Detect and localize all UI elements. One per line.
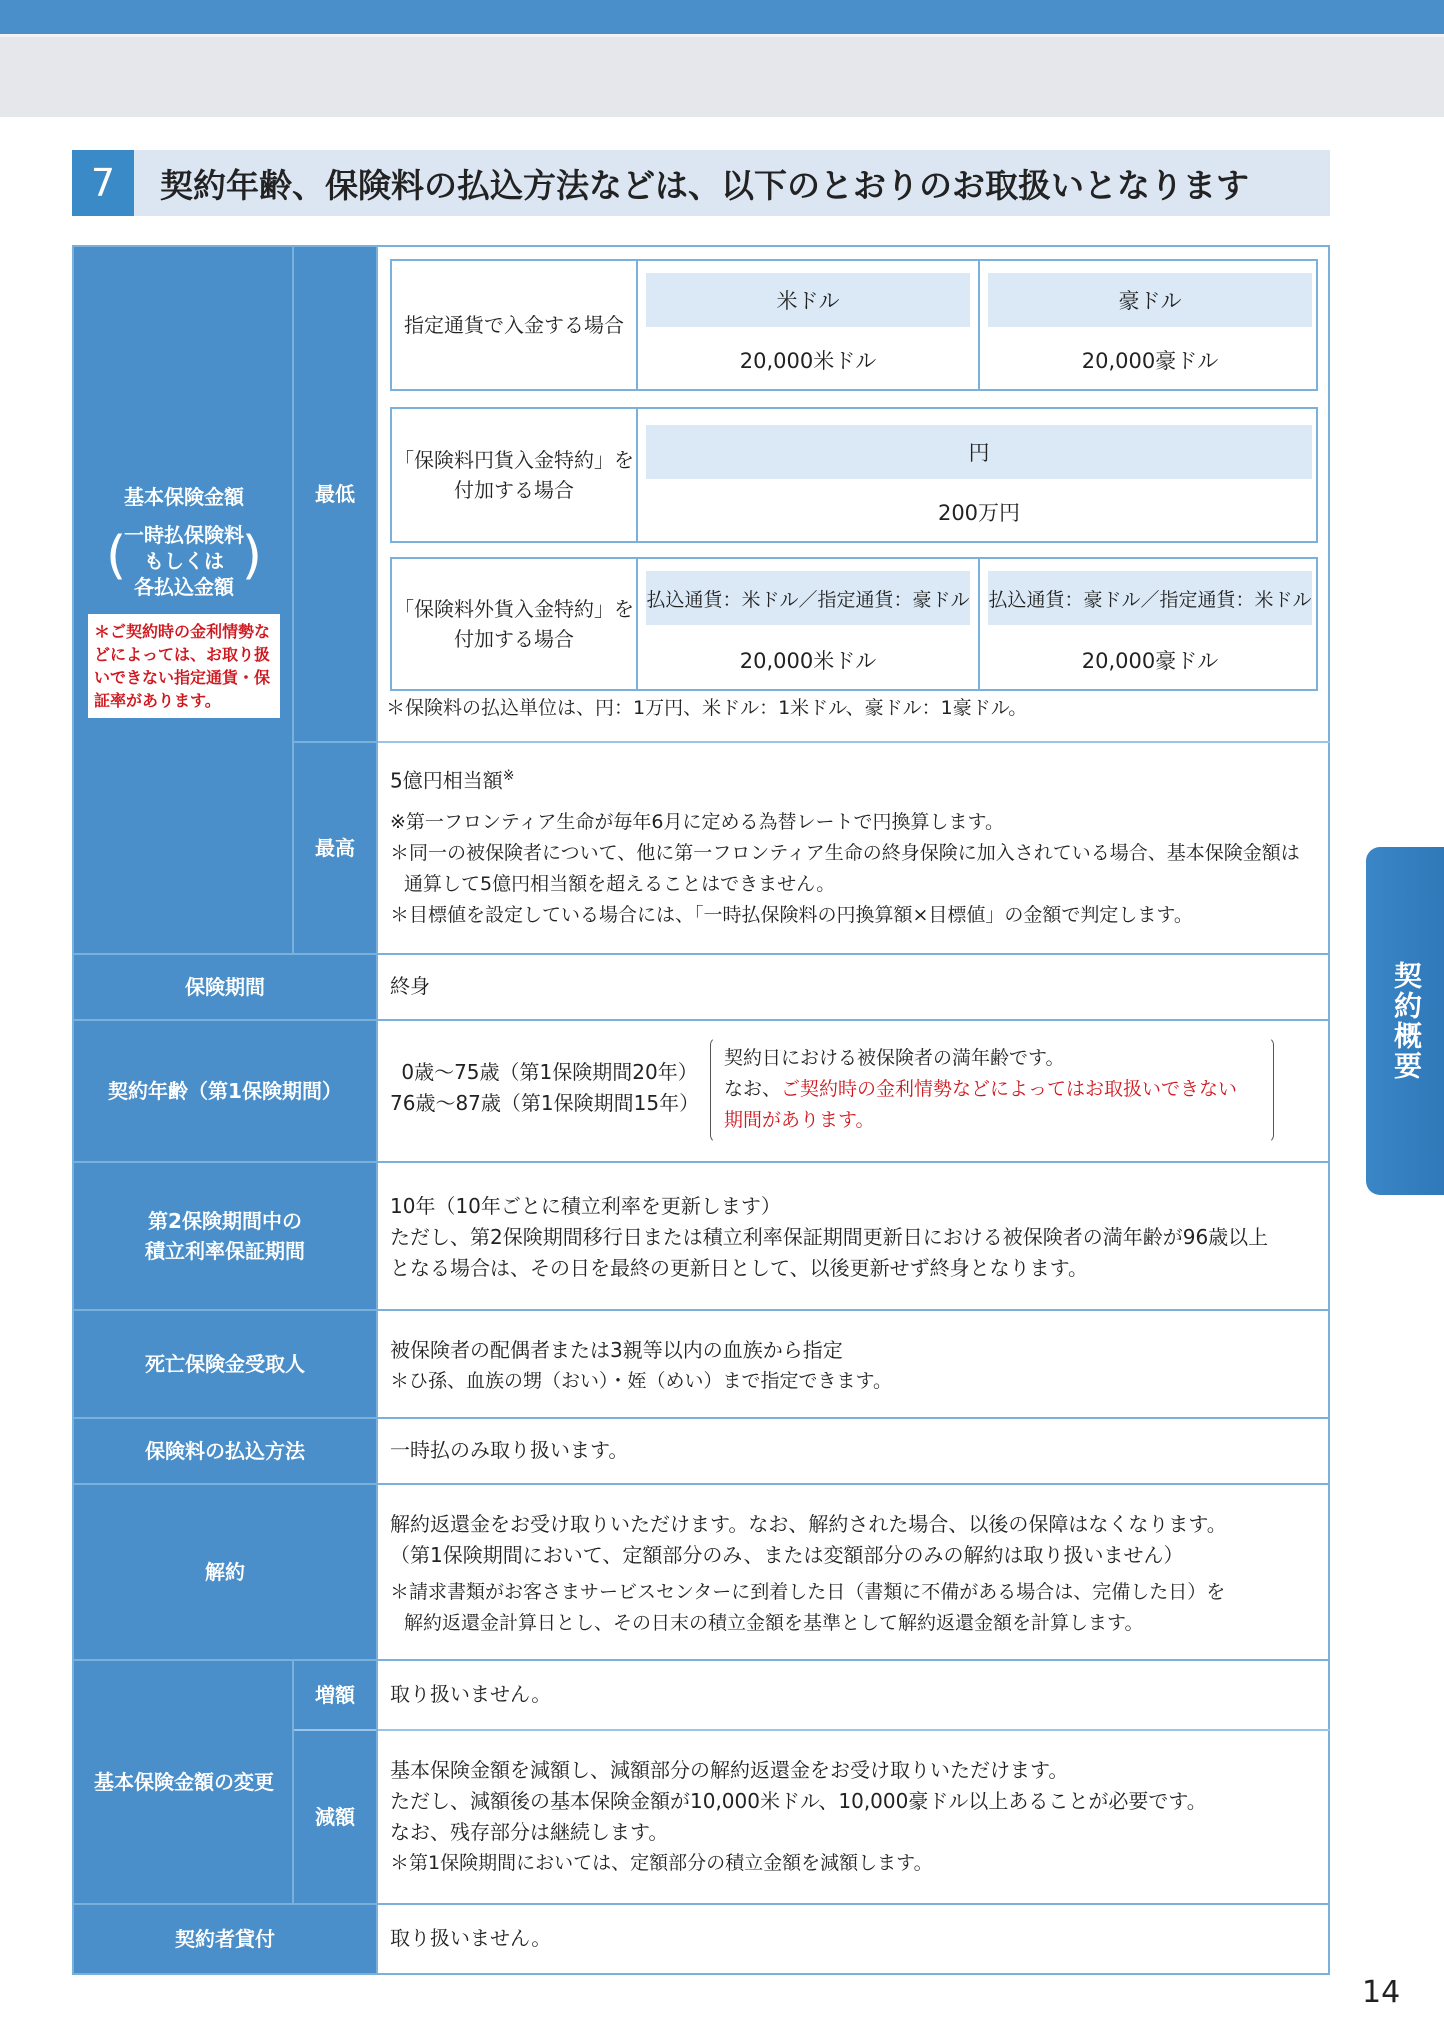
foreign-rider-label-line-2: 付加する場合 xyxy=(454,627,574,651)
cancel-line-4: 解約返還金計算日とし、その日末の積立金額を基準として解約返還金額を計算します。 xyxy=(404,1612,1144,1634)
cancel-label: 解約 xyxy=(74,1485,376,1659)
decrease-label: 減額 xyxy=(294,1731,376,1903)
terms-table xyxy=(72,245,1330,1975)
cancel-line-2: （第1保険期間において、定額部分のみ、または変額部分のみの解約は取り扱いません） xyxy=(390,1543,1184,1567)
paren-line-3: 各払込金額 xyxy=(134,575,234,599)
page-number: 14 xyxy=(1362,1975,1401,2010)
basic-amount-label: 基本保険金額 xyxy=(124,485,244,509)
age-range-1: 0歳～75歳（第1保険期間20年） xyxy=(401,1060,698,1084)
yen-rider-label-line-1: 「保険料円貨入金特約」を xyxy=(394,448,634,472)
usd-min-value: 20,000米ドル xyxy=(739,349,877,373)
change-label: 基本保険金額の変更 xyxy=(74,1661,294,1903)
yen-rider-label xyxy=(392,409,638,541)
second-period-line-2: ただし、第2保険期間移行日または積立利率保証期間更新日における被保険者の満年齢が96歳以上 xyxy=(390,1225,1269,1249)
min-label: 最低 xyxy=(294,247,376,741)
decrease-line-2: ただし、減額後の基本保険金額が10,000米ドル、10,000豪ドル以上あることが必要です。 xyxy=(390,1789,1207,1813)
second-period-label-line-1: 第2保険期間中の xyxy=(148,1209,302,1233)
aud-min-value: 20,000豪ドル xyxy=(1081,349,1219,373)
loan-label: 契約者貸付 xyxy=(74,1905,376,1973)
usd-header: 米ドル xyxy=(646,273,970,327)
age-ranges xyxy=(390,1057,699,1119)
divider xyxy=(294,1729,1330,1731)
foreign-rider-label xyxy=(392,559,638,689)
second-period-label xyxy=(74,1163,376,1309)
basic-amount-warning: ＊ご契約時の金利情勢などによっては、お取り扱いできない指定通貨・保証率があります。 xyxy=(88,614,280,718)
yen-min-value: 200万円 xyxy=(937,501,1021,525)
aud-header: 豪ドル xyxy=(988,273,1312,327)
beneficiary-line-1: 被保険者の配偶者または3親等以内の血族から指定 xyxy=(390,1338,843,1362)
yen-rider-box xyxy=(390,407,1318,543)
period-value: 終身 xyxy=(390,974,430,998)
beneficiary-line-2: ＊ひ孫、血族の甥（おい）・姪（めい）まで指定できます。 xyxy=(390,1370,892,1392)
aud-pay-usd-designated-header: 払込通貨：豪ドル／指定通貨：米ドル xyxy=(988,571,1312,625)
paren-line-1: 一時払保険料 xyxy=(124,523,244,547)
max-note-3: ＊目標値を設定している場合には、「一時払保険料の円換算額×目標値」の金額で判定します。 xyxy=(390,903,1193,926)
divider xyxy=(978,261,980,389)
section-title: 契約年齢、保険料の払込方法などは、以下のとおりのお取扱いとなります xyxy=(160,165,1249,205)
foreign-rider-box xyxy=(390,557,1318,691)
open-paren: ( xyxy=(106,526,127,586)
second-period-line-1: 10年（10年ごとに積立利率を更新します） xyxy=(390,1194,781,1218)
divider xyxy=(376,741,1330,743)
payment-value: 一時払のみ取り扱います。 xyxy=(390,1438,629,1462)
second-period-label-line-2: 積立利率保証期間 xyxy=(145,1239,305,1263)
decrease-line-3: なお、残存部分は継続します。 xyxy=(390,1820,669,1844)
side-tab-label: 契約概要 xyxy=(1390,961,1423,1081)
section-heading xyxy=(72,150,1330,216)
max-note-2a: ＊同一の被保険者について、他に第一フロンティア生命の終身保険に加入されている場合、基本保険金額は xyxy=(390,841,1300,864)
max-mark: ※ xyxy=(502,768,515,784)
beneficiary-label: 死亡保険金受取人 xyxy=(74,1311,376,1417)
max-note-1: ※第一フロンティア生命が毎年6月に定める為替レートで円換算します。 xyxy=(390,810,1004,833)
paren-line-2: もしくは xyxy=(144,549,224,573)
close-paren: ) xyxy=(241,526,262,586)
aud-pay-min-value: 20,000豪ドル xyxy=(1081,649,1219,673)
period-label: 保険期間 xyxy=(74,955,376,1019)
basic-amount-label-cell xyxy=(74,247,294,953)
max-value xyxy=(390,761,1320,797)
cancel-line-3: ＊請求書類がお客さまサービスセンターに到着した日（書類に不備がある場合は、完備した日）を xyxy=(390,1581,1226,1603)
age-note-1: 契約日における被保険者の満年齢です。 xyxy=(724,1047,1065,1069)
section-number: 7 xyxy=(72,150,134,216)
age-note-2 xyxy=(724,1074,1237,1105)
yen-rider-label-line-2: 付加する場合 xyxy=(454,478,574,502)
max-label: 最高 xyxy=(294,743,376,953)
cancel-line-1: 解約返還金をお受け取りいただけます。なお、解約された場合、以後の保障はなくなります。 xyxy=(390,1512,1227,1536)
age-label: 契約年齢（第1保険期間） xyxy=(74,1021,376,1161)
max-note-2b: 通算して5億円相当額を超えることはできません。 xyxy=(404,872,836,895)
beneficiary-content xyxy=(390,1335,892,1397)
decrease-line-1: 基本保険金額を減額し、減額部分の解約返還金をお受け取りいただけます。 xyxy=(390,1758,1069,1782)
max-main-text: 5億円相当額 xyxy=(390,768,503,793)
foreign-rider-label-line-1: 「保険料外貨入金特約」を xyxy=(394,597,634,621)
designated-currency-box xyxy=(390,259,1318,391)
second-period-line-3: となる場合は、その日を最終の更新日として、以後更新せず終身となります。 xyxy=(390,1256,1088,1280)
increase-label: 増額 xyxy=(294,1661,376,1729)
age-note xyxy=(724,1043,1237,1136)
basic-amount-paren xyxy=(106,522,262,600)
cancel-content xyxy=(390,1509,1227,1639)
top-color-bar xyxy=(0,0,1444,34)
decrease-content xyxy=(390,1755,1207,1879)
age-note-2b: ご契約時の金利情勢などによってはお取扱いできない xyxy=(781,1078,1238,1100)
divider xyxy=(376,247,378,1973)
age-note-2a: なお、 xyxy=(724,1078,782,1100)
age-note-3: 期間があります。 xyxy=(724,1109,875,1131)
increase-value: 取り扱いません。 xyxy=(390,1682,552,1706)
age-range-2: 76歳～87歳（第1保険期間15年） xyxy=(390,1091,700,1115)
top-gray-band xyxy=(0,34,1444,117)
second-period-content xyxy=(390,1191,1325,1284)
designated-currency-label: 指定通貨で入金する場合 xyxy=(392,261,638,389)
payment-label: 保険料の払込方法 xyxy=(74,1419,376,1483)
yen-header: 円 xyxy=(646,425,1312,479)
decrease-line-4: ＊第1保険期間においては、定額部分の積立金額を減額します。 xyxy=(390,1852,933,1874)
usd-pay-aud-designated-header: 払込通貨：米ドル／指定通貨：豪ドル xyxy=(646,571,970,625)
usd-pay-min-value: 20,000米ドル xyxy=(739,649,877,673)
divider xyxy=(978,559,980,689)
section-side-tab[interactable] xyxy=(1366,847,1444,1195)
loan-value: 取り扱いません。 xyxy=(390,1926,552,1950)
min-payment-unit-note: ＊保険料の払込単位は、円：1万円、米ドル：1米ドル、豪ドル：1豪ドル。 xyxy=(386,697,1028,719)
max-content xyxy=(390,761,1320,931)
